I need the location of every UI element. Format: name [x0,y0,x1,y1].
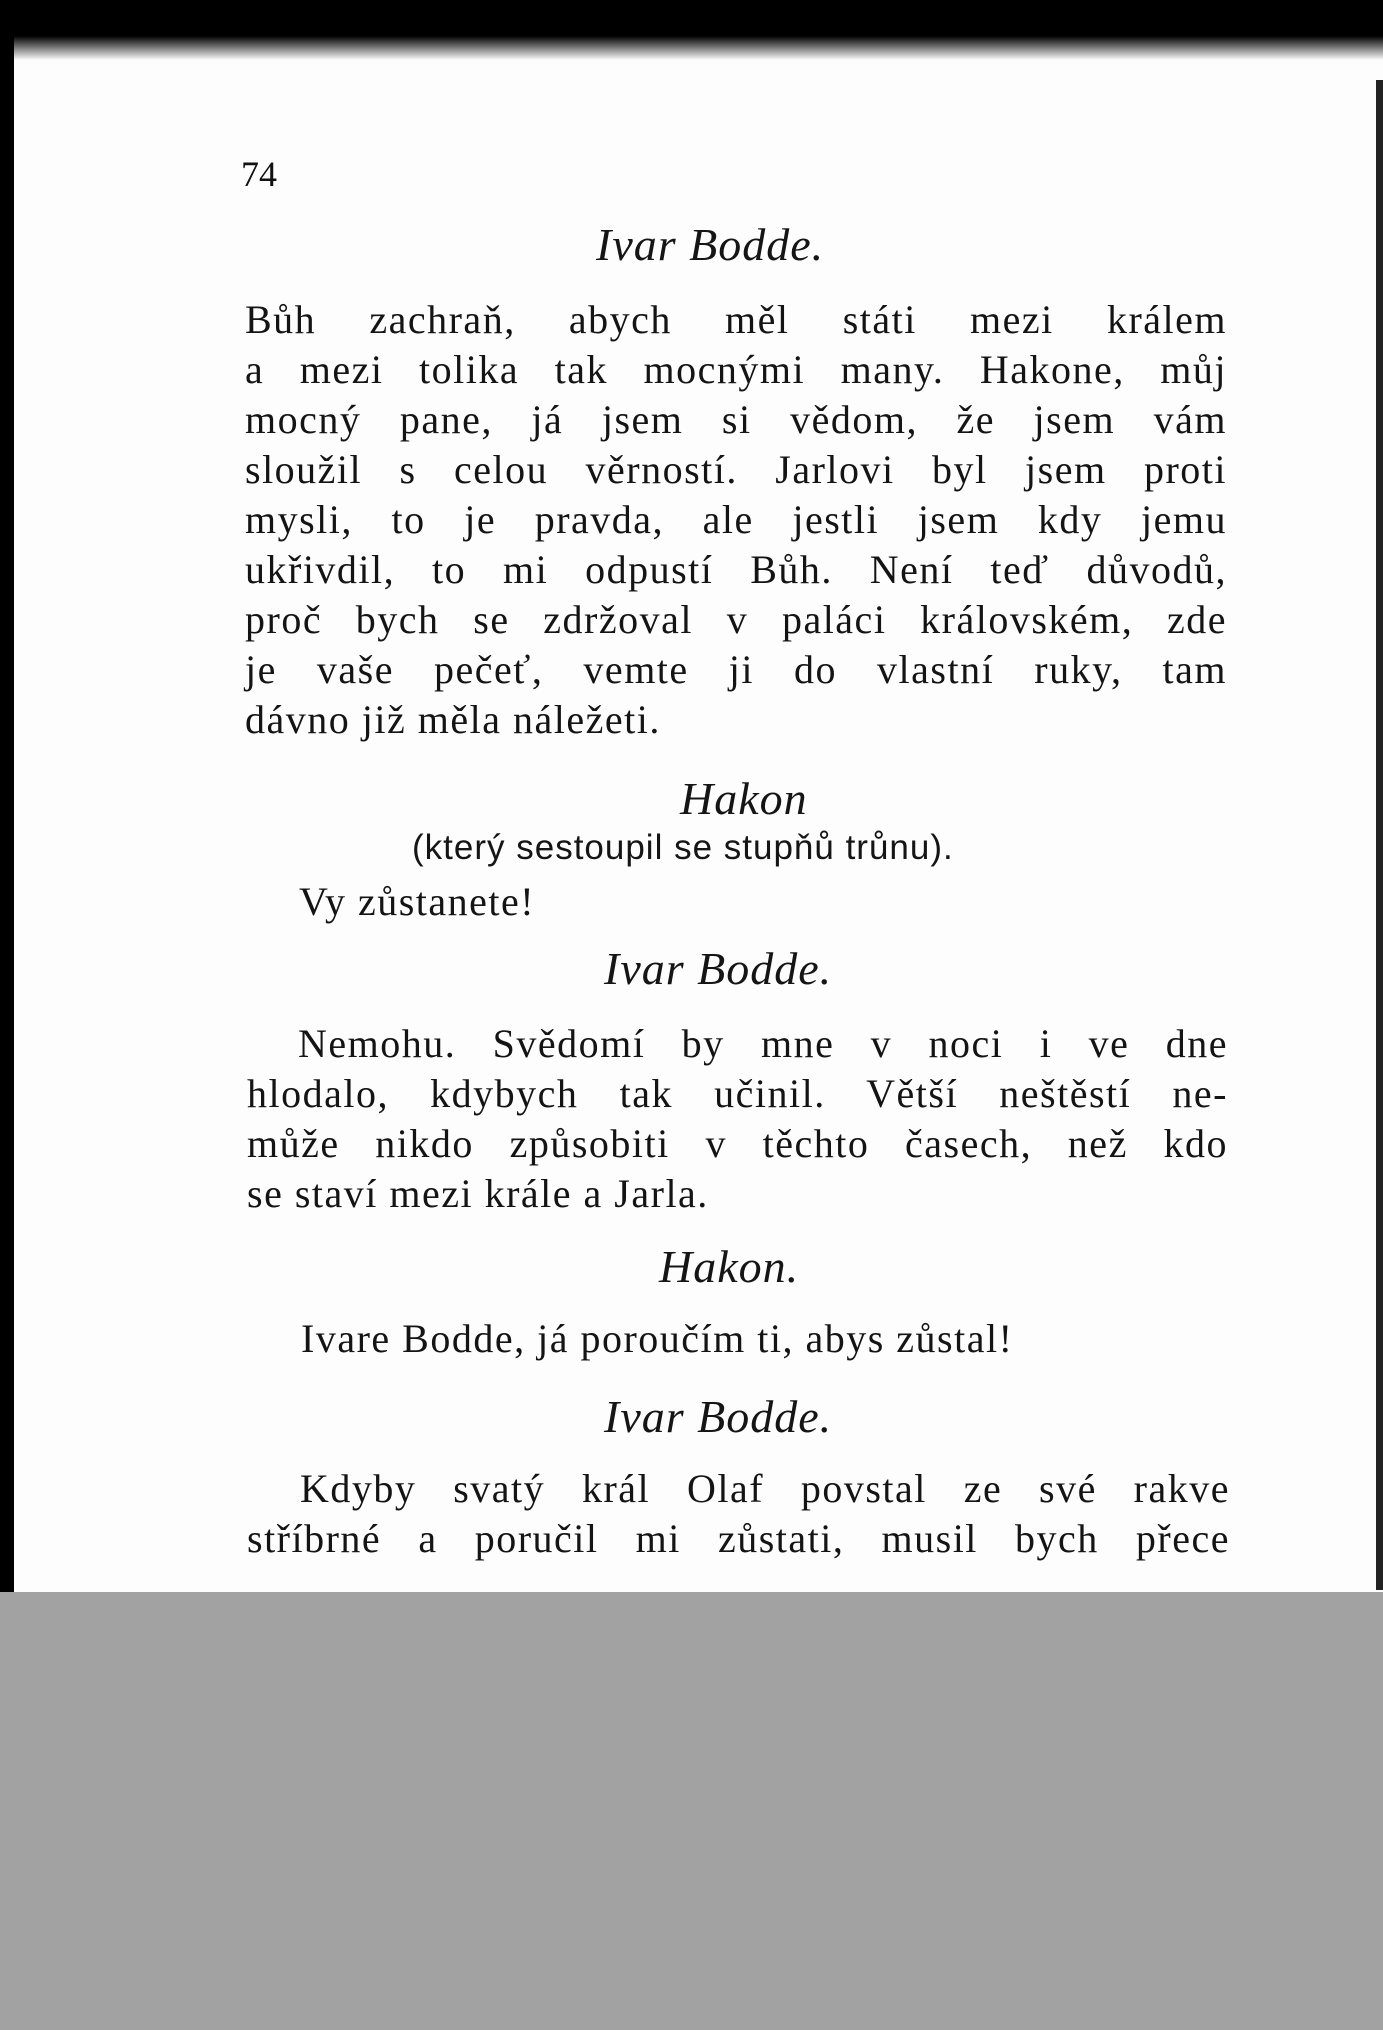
speaker-name: Ivar Bodde. [604,943,833,994]
page-number: 74 [241,154,277,194]
text-line: stříbrné a poručil mi zůstati, musil bych přece [247,1516,1230,1561]
text-line: hlodalo, kdybych tak učinil. Větší neštěstí ne- [247,1071,1228,1116]
speaker-name: Ivar Bodde. [596,219,825,270]
text-line: dávno již měla náležeti. [245,697,661,742]
speaker-name: Hakon [680,773,808,824]
text-line: je vaše pečeť, vemte ji do vlastní ruky, tam [245,647,1227,692]
text-line: mysli, to je pravda, ale jestli jsem kdy jemu [245,497,1227,542]
text-line: Bůh zachraň, abych měl státi mezi králem [245,297,1227,342]
text-line: Ivare Bodde, já poroučím ti, abys zůstal! [301,1316,1014,1361]
text-line: Nemohu. Svědomí by mne v noci i ve dne [298,1021,1228,1066]
speaker-name: Ivar Bodde. [604,1391,833,1442]
text-line: proč bych se zdržoval v paláci královském, zde [245,597,1227,642]
text-line: a mezi tolika tak mocnými many. Hakone, můj [245,347,1227,392]
text-line: ukřivdil, to mi odpustí Bůh. Není teď důvodů, [245,547,1227,592]
stage-direction: (který sestoupil se stupňů trůnu). [412,828,954,867]
text-line: mocný pane, já jsem si vědom, že jsem vám [245,397,1227,442]
speaker-name: Hakon. [659,1241,800,1292]
book-page [14,20,1383,1592]
scan-top-border [14,20,1383,60]
scan-right-edge [1376,80,1383,1590]
gray-overlay [0,1592,1383,2030]
text-line: sloužil s celou věrností. Jarlovi byl jsem proti [245,447,1227,492]
text-line: se staví mezi krále a Jarla. [247,1171,709,1216]
text-line: může nikdo způsobiti v těchto časech, než kdo [247,1121,1228,1166]
text-line: Kdyby svatý král Olaf povstal ze své rakve [300,1466,1230,1511]
text-line: Vy zůstanete! [299,879,536,924]
